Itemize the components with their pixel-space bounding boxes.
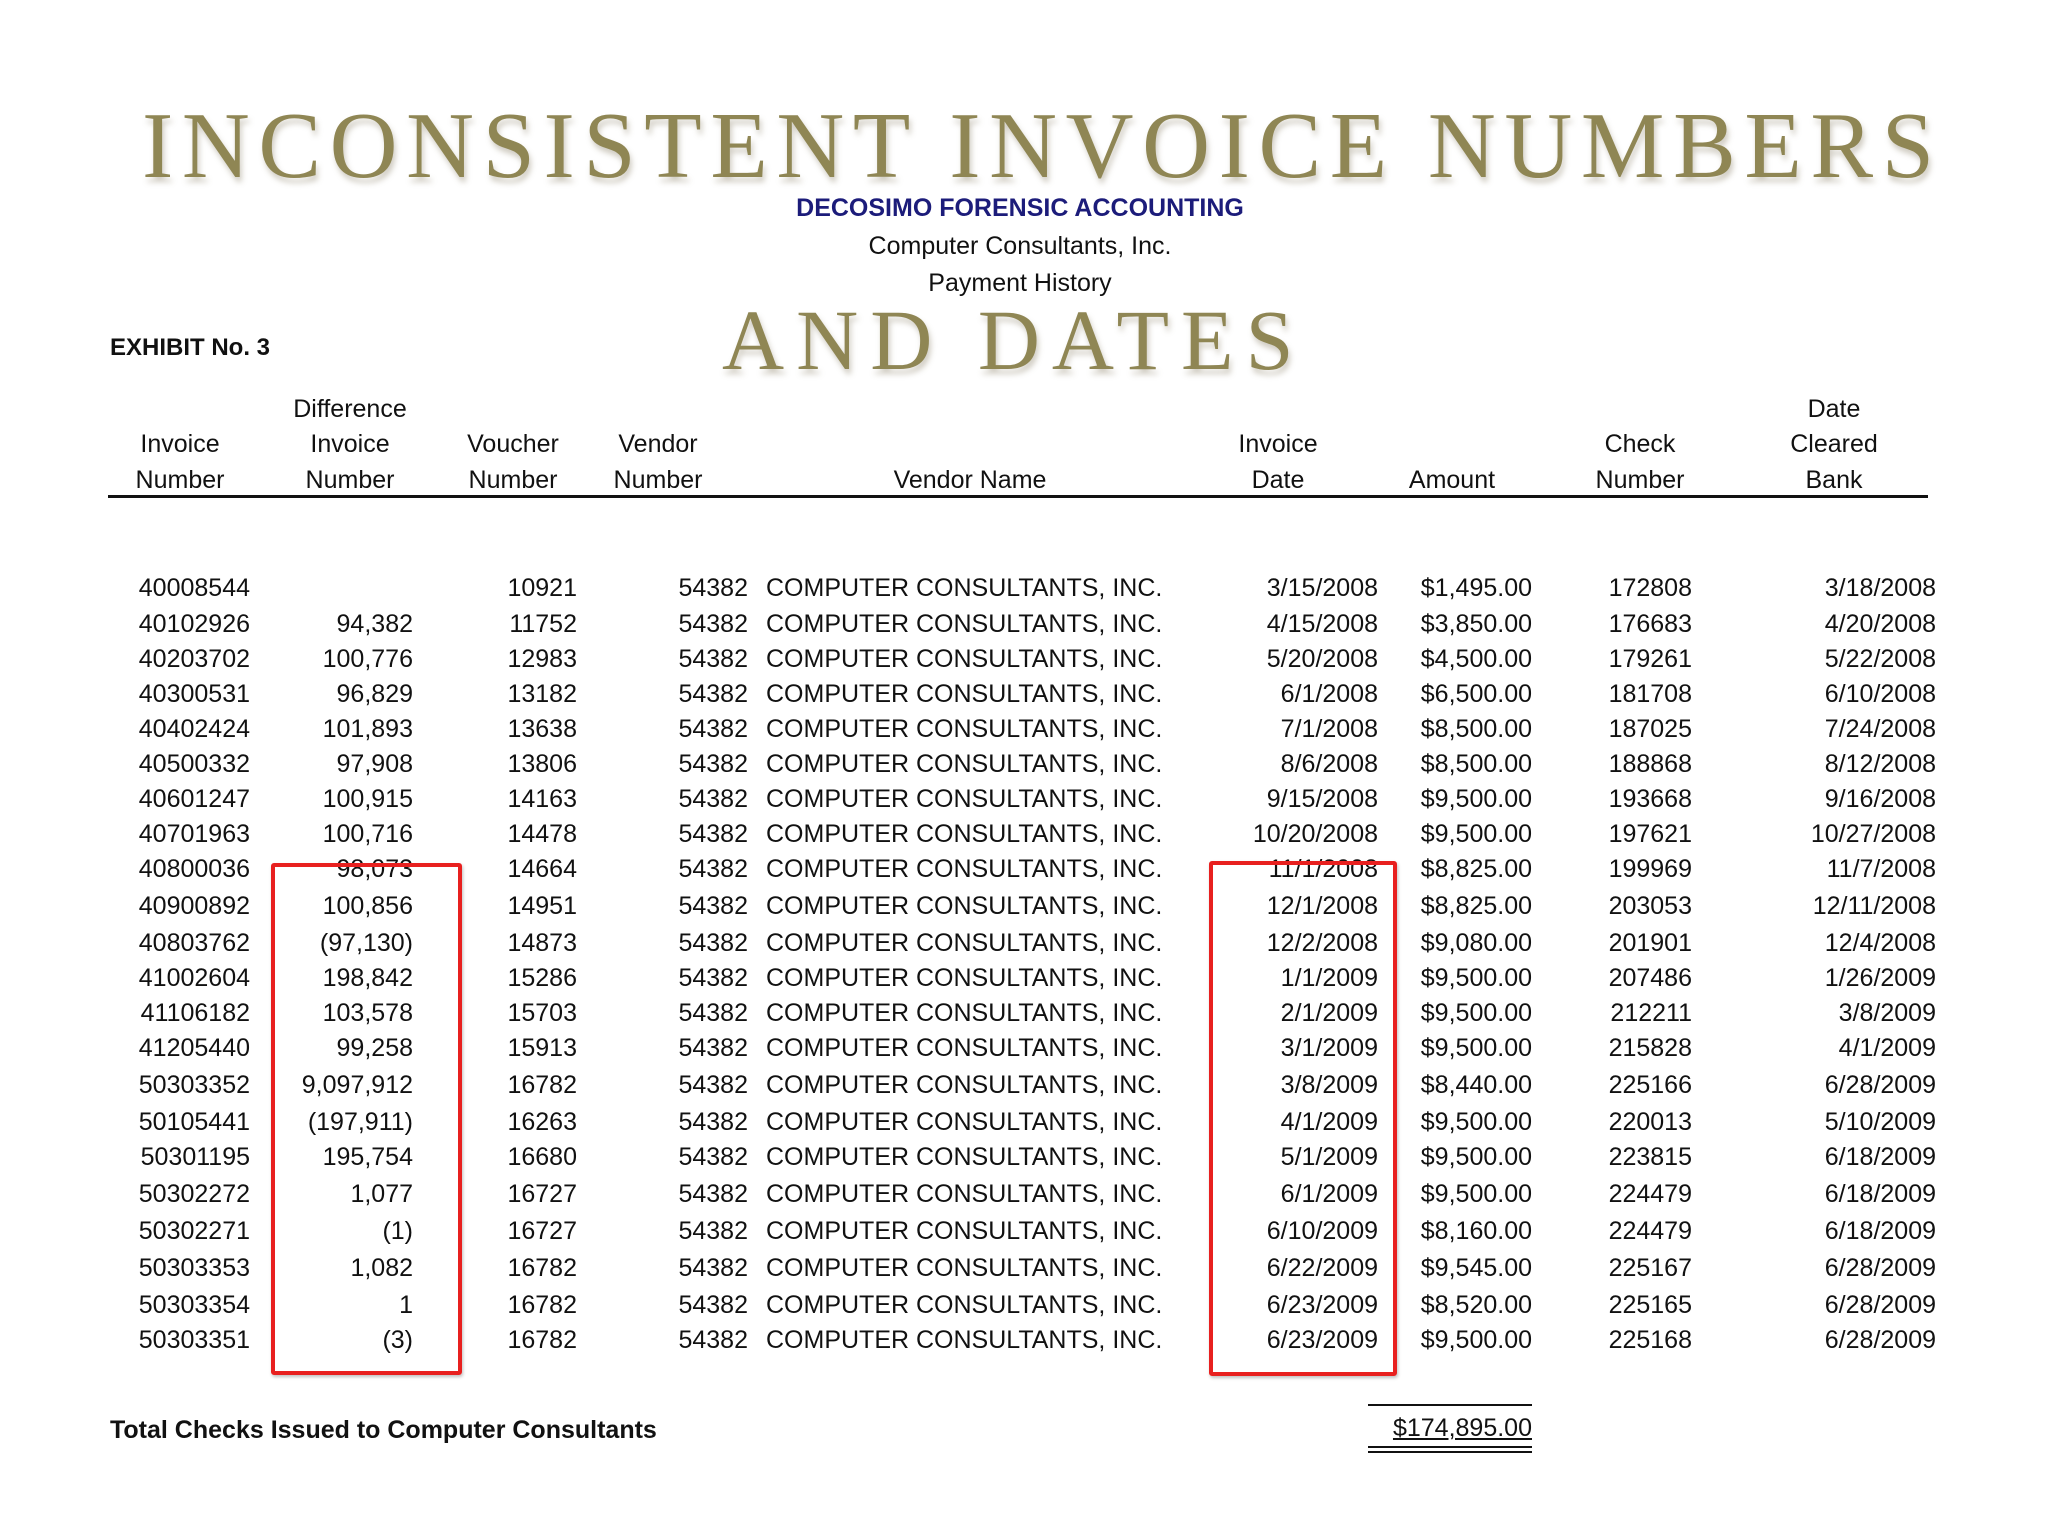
cell-invoice-date: 4/1/2009 — [1280, 1108, 1378, 1136]
cell-voucher-number: 14873 — [507, 929, 577, 957]
cell-voucher-number: 16782 — [507, 1291, 577, 1319]
cell-amount: $8,825.00 — [1420, 892, 1532, 920]
header-difference-2: Invoice — [310, 430, 390, 458]
cell-voucher-number: 16727 — [507, 1180, 577, 1208]
cell-voucher-number: 14664 — [507, 855, 577, 883]
cell-difference: 94,382 — [336, 610, 413, 638]
header-difference-1: Difference — [293, 395, 407, 423]
cell-amount: $8,160.00 — [1420, 1217, 1532, 1245]
cell-vendor-number: 54382 — [678, 999, 748, 1027]
cell-vendor-name: COMPUTER CONSULTANTS, INC. — [766, 680, 1163, 708]
total-top-rule — [1368, 1404, 1532, 1406]
header-invoice-date-1: Invoice — [1238, 430, 1318, 458]
cell-amount: $9,500.00 — [1420, 1034, 1532, 1062]
cell-invoice-number: 50302271 — [138, 1217, 250, 1245]
cell-voucher-number: 12983 — [507, 645, 577, 673]
cell-invoice-date: 1/1/2009 — [1280, 964, 1378, 992]
cell-invoice-date: 3/1/2009 — [1280, 1034, 1378, 1062]
cell-vendor-name: COMPUTER CONSULTANTS, INC. — [766, 999, 1163, 1027]
cell-check-number: 225168 — [1608, 1326, 1692, 1354]
cell-difference: 103,578 — [322, 999, 413, 1027]
cell-invoice-date: 2/1/2009 — [1280, 999, 1378, 1027]
cell-date-cleared: 1/26/2009 — [1824, 964, 1936, 992]
cell-invoice-number: 40701963 — [138, 820, 250, 848]
cell-amount: $9,500.00 — [1420, 785, 1532, 813]
cell-amount: $6,500.00 — [1420, 680, 1532, 708]
cell-check-number: 225166 — [1608, 1071, 1692, 1099]
cell-invoice-number: 50303354 — [138, 1291, 250, 1319]
cell-difference: 100,856 — [322, 892, 413, 920]
cell-invoice-date: 6/22/2009 — [1266, 1254, 1378, 1282]
cell-check-number: 199969 — [1608, 855, 1692, 883]
cell-invoice-date: 6/1/2009 — [1280, 1180, 1378, 1208]
cell-check-number: 187025 — [1608, 715, 1692, 743]
cell-vendor-name: COMPUTER CONSULTANTS, INC. — [766, 1217, 1163, 1245]
cell-date-cleared: 6/18/2009 — [1824, 1217, 1936, 1245]
cell-date-cleared: 12/11/2008 — [1812, 892, 1936, 920]
cell-voucher-number: 15703 — [507, 999, 577, 1027]
cell-vendor-name: COMPUTER CONSULTANTS, INC. — [766, 715, 1163, 743]
cell-vendor-name: COMPUTER CONSULTANTS, INC. — [766, 892, 1163, 920]
cell-vendor-number: 54382 — [678, 892, 748, 920]
cell-invoice-number: 40800036 — [138, 855, 250, 883]
header-vendor-name: Vendor Name — [893, 466, 1047, 494]
cell-invoice-number: 41205440 — [138, 1034, 250, 1062]
cell-vendor-number: 54382 — [678, 820, 748, 848]
cell-voucher-number: 16782 — [507, 1326, 577, 1354]
cell-invoice-number: 40500332 — [138, 750, 250, 778]
cell-vendor-name: COMPUTER CONSULTANTS, INC. — [766, 1326, 1163, 1354]
cell-voucher-number: 13806 — [507, 750, 577, 778]
header-rule — [108, 495, 1928, 498]
cell-date-cleared: 6/28/2009 — [1824, 1291, 1936, 1319]
cell-date-cleared: 12/4/2008 — [1824, 929, 1936, 957]
cell-amount: $8,520.00 — [1420, 1291, 1532, 1319]
cell-difference: 100,915 — [322, 785, 413, 813]
cell-invoice-date: 3/8/2009 — [1280, 1071, 1378, 1099]
cell-vendor-number: 54382 — [678, 610, 748, 638]
header-voucher-1: Voucher — [467, 430, 559, 458]
header-amount: Amount — [1408, 466, 1496, 494]
cell-vendor-name: COMPUTER CONSULTANTS, INC. — [766, 750, 1163, 778]
header-invoice-date-2: Date — [1251, 466, 1305, 494]
cell-check-number: 224479 — [1608, 1217, 1692, 1245]
cell-vendor-name: COMPUTER CONSULTANTS, INC. — [766, 610, 1163, 638]
cell-invoice-date: 4/15/2008 — [1266, 610, 1378, 638]
cell-invoice-number: 50301195 — [140, 1143, 250, 1171]
cell-voucher-number: 16782 — [507, 1071, 577, 1099]
cell-vendor-name: COMPUTER CONSULTANTS, INC. — [766, 574, 1163, 602]
cell-invoice-number: 50302272 — [138, 1180, 250, 1208]
cell-vendor-number: 54382 — [678, 855, 748, 883]
cell-voucher-number: 11752 — [509, 610, 577, 638]
cell-check-number: 176683 — [1608, 610, 1692, 638]
firm-name: DECOSIMO FORENSIC ACCOUNTING — [796, 194, 1244, 222]
cell-difference: 1,077 — [350, 1180, 413, 1208]
cell-date-cleared: 7/24/2008 — [1824, 715, 1936, 743]
cell-check-number: 197621 — [1608, 820, 1692, 848]
cell-invoice-date: 6/10/2009 — [1266, 1217, 1378, 1245]
cell-check-number: 215828 — [1608, 1034, 1692, 1062]
cell-invoice-date: 12/1/2008 — [1266, 892, 1378, 920]
cell-invoice-number: 40203702 — [138, 645, 250, 673]
slide-title-line-1: INCONSISTENT INVOICE NUMBERS — [142, 94, 1943, 198]
cell-vendor-name: COMPUTER CONSULTANTS, INC. — [766, 1143, 1163, 1171]
cell-date-cleared: 6/18/2009 — [1824, 1180, 1936, 1208]
table-row — [0, 573, 2048, 603]
total-label: Total Checks Issued to Computer Consultants — [110, 1416, 657, 1444]
cell-voucher-number: 16782 — [507, 1254, 577, 1282]
cell-difference: 1,082 — [350, 1254, 413, 1282]
cell-invoice-number: 41002604 — [138, 964, 250, 992]
cell-vendor-number: 54382 — [678, 964, 748, 992]
cell-voucher-number: 14163 — [507, 785, 577, 813]
cell-vendor-number: 54382 — [678, 929, 748, 957]
cell-voucher-number: 16680 — [507, 1143, 577, 1171]
cell-voucher-number: 13182 — [507, 680, 577, 708]
cell-invoice-date: 5/1/2009 — [1280, 1143, 1378, 1171]
cell-difference: (1) — [382, 1217, 413, 1245]
cell-amount: $9,080.00 — [1420, 929, 1532, 957]
cell-vendor-number: 54382 — [678, 1108, 748, 1136]
cell-check-number: 224479 — [1608, 1180, 1692, 1208]
header-check-number-2: Number — [1595, 466, 1685, 494]
exhibit-label: EXHIBIT No. 3 — [110, 334, 271, 361]
cell-vendor-name: COMPUTER CONSULTANTS, INC. — [766, 1254, 1163, 1282]
cell-difference: 96,829 — [336, 680, 413, 708]
cell-vendor-name: COMPUTER CONSULTANTS, INC. — [766, 820, 1163, 848]
cell-difference: 97,908 — [336, 750, 413, 778]
cell-date-cleared: 6/28/2009 — [1824, 1326, 1936, 1354]
cell-vendor-name: COMPUTER CONSULTANTS, INC. — [766, 855, 1163, 883]
cell-amount: $9,500.00 — [1420, 1108, 1532, 1136]
header-date-cleared-3: Bank — [1805, 466, 1863, 494]
total-double-underline — [1368, 1446, 1532, 1453]
cell-difference: 99,258 — [336, 1034, 413, 1062]
cell-check-number: 181708 — [1608, 680, 1692, 708]
cell-check-number: 188868 — [1608, 750, 1692, 778]
cell-date-cleared: 5/22/2008 — [1824, 645, 1936, 673]
cell-vendor-number: 54382 — [678, 574, 748, 602]
cell-date-cleared: 6/28/2009 — [1824, 1254, 1936, 1282]
cell-amount: $8,500.00 — [1420, 715, 1532, 743]
cell-invoice-number: 40402424 — [138, 715, 250, 743]
header-check-number-1: Check — [1604, 430, 1676, 458]
cell-voucher-number: 16727 — [507, 1217, 577, 1245]
cell-difference: 100,776 — [322, 645, 413, 673]
cell-vendor-number: 54382 — [678, 715, 748, 743]
cell-vendor-number: 54382 — [678, 1143, 748, 1171]
cell-invoice-date: 7/1/2008 — [1280, 715, 1378, 743]
cell-amount: $9,500.00 — [1420, 1180, 1532, 1208]
header-difference-3: Number — [305, 466, 395, 494]
cell-invoice-date: 5/20/2008 — [1266, 645, 1378, 673]
header-invoice-number-2: Number — [135, 466, 225, 494]
cell-vendor-number: 54382 — [678, 1326, 748, 1354]
cell-check-number: 225167 — [1608, 1254, 1692, 1282]
cell-amount: $8,825.00 — [1420, 855, 1532, 883]
cell-invoice-number: 40900892 — [138, 892, 250, 920]
table-row — [0, 644, 2048, 674]
cell-vendor-number: 54382 — [678, 1071, 748, 1099]
cell-invoice-date: 3/15/2008 — [1266, 574, 1378, 602]
cell-invoice-date: 6/1/2008 — [1280, 680, 1378, 708]
cell-date-cleared: 3/18/2008 — [1824, 574, 1936, 602]
cell-difference: (97,130) — [319, 929, 413, 957]
cell-voucher-number: 10921 — [507, 574, 577, 602]
table-row — [0, 714, 2048, 744]
cell-vendor-number: 54382 — [678, 1291, 748, 1319]
cell-date-cleared: 9/16/2008 — [1824, 785, 1936, 813]
cell-difference: 101,893 — [322, 715, 413, 743]
cell-check-number: 223815 — [1608, 1143, 1692, 1171]
cell-date-cleared: 6/28/2009 — [1824, 1071, 1936, 1099]
cell-date-cleared: 5/10/2009 — [1824, 1108, 1936, 1136]
table-row — [0, 679, 2048, 709]
cell-invoice-number: 41106182 — [140, 999, 250, 1027]
cell-invoice-date: 9/15/2008 — [1266, 785, 1378, 813]
cell-difference: 98,073 — [336, 855, 413, 883]
cell-vendor-number: 54382 — [678, 645, 748, 673]
cell-amount: $9,500.00 — [1420, 1143, 1532, 1171]
cell-check-number: 207486 — [1608, 964, 1692, 992]
cell-date-cleared: 11/7/2008 — [1826, 855, 1936, 883]
cell-vendor-name: COMPUTER CONSULTANTS, INC. — [766, 1108, 1163, 1136]
cell-voucher-number: 14478 — [507, 820, 577, 848]
cell-date-cleared: 10/27/2008 — [1810, 820, 1936, 848]
cell-voucher-number: 16263 — [507, 1108, 577, 1136]
cell-vendor-number: 54382 — [678, 750, 748, 778]
cell-invoice-date: 10/20/2008 — [1252, 820, 1378, 848]
cell-vendor-name: COMPUTER CONSULTANTS, INC. — [766, 1180, 1163, 1208]
invoice-date-highlight-box — [1209, 861, 1397, 1376]
cell-date-cleared: 6/10/2008 — [1824, 680, 1936, 708]
cell-amount: $8,440.00 — [1420, 1071, 1532, 1099]
cell-check-number: 220013 — [1608, 1108, 1692, 1136]
cell-amount: $1,495.00 — [1420, 574, 1532, 602]
cell-check-number: 225165 — [1608, 1291, 1692, 1319]
header-date-cleared-2: Cleared — [1790, 430, 1878, 458]
cell-invoice-date: 12/2/2008 — [1266, 929, 1378, 957]
header-invoice-number-1: Invoice — [140, 430, 220, 458]
cell-difference: 100,716 — [322, 820, 413, 848]
cell-check-number: 212211 — [1610, 999, 1692, 1027]
cell-invoice-date: 6/23/2009 — [1266, 1291, 1378, 1319]
cell-invoice-number: 40803762 — [138, 929, 250, 957]
cell-vendor-number: 54382 — [678, 1034, 748, 1062]
cell-difference: 198,842 — [322, 964, 413, 992]
difference-highlight-box — [271, 863, 462, 1375]
cell-vendor-name: COMPUTER CONSULTANTS, INC. — [766, 1034, 1163, 1062]
cell-date-cleared: 4/1/2009 — [1838, 1034, 1936, 1062]
cell-voucher-number: 14951 — [507, 892, 577, 920]
cell-voucher-number: 13638 — [507, 715, 577, 743]
cell-date-cleared: 8/12/2008 — [1824, 750, 1936, 778]
cell-voucher-number: 15286 — [507, 964, 577, 992]
slide-title-line-2: AND DATES — [722, 292, 1306, 388]
cell-amount: $9,545.00 — [1420, 1254, 1532, 1282]
cell-date-cleared: 4/20/2008 — [1824, 610, 1936, 638]
cell-check-number: 172808 — [1608, 574, 1692, 602]
report-title: Payment History — [928, 269, 1112, 297]
cell-vendor-number: 54382 — [678, 680, 748, 708]
table-row — [0, 784, 2048, 814]
cell-check-number: 203053 — [1608, 892, 1692, 920]
total-amount: $174,895.00 — [1392, 1414, 1532, 1442]
cell-vendor-name: COMPUTER CONSULTANTS, INC. — [766, 1291, 1163, 1319]
cell-amount: $3,850.00 — [1420, 610, 1532, 638]
header-vendor-number-2: Number — [613, 466, 703, 494]
cell-amount: $9,500.00 — [1420, 964, 1532, 992]
table-row — [0, 749, 2048, 779]
cell-amount: $9,500.00 — [1420, 1326, 1532, 1354]
cell-invoice-number: 50303352 — [138, 1071, 250, 1099]
cell-difference: (197,911) — [307, 1108, 413, 1136]
header-date-cleared-1: Date — [1807, 395, 1861, 423]
cell-vendor-name: COMPUTER CONSULTANTS, INC. — [766, 645, 1163, 673]
cell-difference: 9,097,912 — [301, 1071, 413, 1099]
cell-vendor-number: 54382 — [678, 1180, 748, 1208]
cell-invoice-number: 40102926 — [138, 610, 250, 638]
cell-amount: $9,500.00 — [1420, 999, 1532, 1027]
cell-vendor-number: 54382 — [678, 1254, 748, 1282]
cell-invoice-number: 50303353 — [138, 1254, 250, 1282]
cell-invoice-date: 8/6/2008 — [1280, 750, 1378, 778]
cell-vendor-number: 54382 — [678, 1217, 748, 1245]
table-row — [0, 609, 2048, 639]
cell-vendor-name: COMPUTER CONSULTANTS, INC. — [766, 1071, 1163, 1099]
cell-vendor-name: COMPUTER CONSULTANTS, INC. — [766, 785, 1163, 813]
header-vendor-number-1: Vendor — [618, 430, 698, 458]
cell-vendor-name: COMPUTER CONSULTANTS, INC. — [766, 929, 1163, 957]
table-row — [0, 819, 2048, 849]
cell-date-cleared: 6/18/2009 — [1824, 1143, 1936, 1171]
cell-check-number: 179261 — [1608, 645, 1692, 673]
cell-invoice-date: 11/1/2008 — [1268, 855, 1378, 883]
cell-check-number: 201901 — [1608, 929, 1692, 957]
cell-difference: 1 — [399, 1291, 413, 1319]
cell-invoice-number: 50105441 — [138, 1108, 250, 1136]
cell-difference: (3) — [382, 1326, 413, 1354]
cell-voucher-number: 15913 — [507, 1034, 577, 1062]
cell-invoice-number: 40601247 — [138, 785, 250, 813]
cell-amount: $4,500.00 — [1420, 645, 1532, 673]
cell-invoice-number: 40008544 — [138, 574, 250, 602]
cell-invoice-date: 6/23/2009 — [1266, 1326, 1378, 1354]
cell-invoice-number: 50303351 — [138, 1326, 250, 1354]
cell-check-number: 193668 — [1608, 785, 1692, 813]
client-name: Computer Consultants, Inc. — [868, 232, 1172, 260]
cell-invoice-number: 40300531 — [138, 680, 250, 708]
cell-difference: 195,754 — [322, 1143, 413, 1171]
header-voucher-2: Number — [468, 466, 558, 494]
cell-amount: $9,500.00 — [1420, 820, 1532, 848]
cell-amount: $8,500.00 — [1420, 750, 1532, 778]
cell-vendor-number: 54382 — [678, 785, 748, 813]
cell-vendor-name: COMPUTER CONSULTANTS, INC. — [766, 964, 1163, 992]
cell-date-cleared: 3/8/2009 — [1838, 999, 1936, 1027]
